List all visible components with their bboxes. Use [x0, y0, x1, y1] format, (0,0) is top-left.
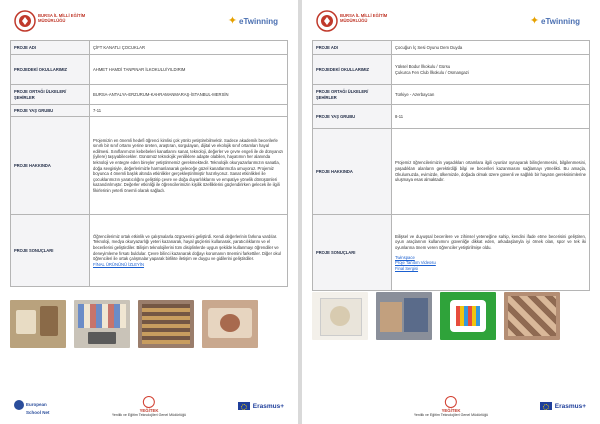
table-row [11, 105, 288, 117]
table-row [11, 85, 288, 105]
project-info-table [312, 40, 590, 291]
row-value [90, 215, 288, 287]
row-value [392, 215, 590, 291]
row-value: Projemiz öğrencilerimizin yaşadıkları ortamlara ilgili oyunlar oynayarak bilinçlenmesini, bilgilenmesini, yaşadıkları alanların gerektirdiği bilgi ve becerileri kazanmasını sağlamayı yönelikti. Bu amaçla, Okulumuzda, evimizde, ülkemizde, doğada olmak üzere güvenli ve sağlıklı bir hayatın gereksinimlerine uluşmaya esas almaktadır. [392, 129, 590, 215]
project-info-table [10, 40, 288, 287]
row-key: PROJE SONUÇLARI [313, 215, 392, 291]
table-row [11, 55, 288, 85]
table-row [313, 215, 590, 291]
row-value: Türkiye - Azerbaycan [392, 85, 590, 105]
activity-photo [440, 292, 496, 340]
project-video-link[interactable]: Proje Tanıtım Videosu [395, 260, 436, 266]
row-key: PROJE ORTAĞI ÜLKELER/ŞEHİRLER [313, 85, 392, 105]
right-page [302, 0, 600, 424]
final-product-link[interactable]: FİNAL ÜRÜNÜNÜ İZLEYİN [93, 261, 145, 267]
activity-photo [312, 292, 368, 340]
star-icon: ✦ [529, 15, 540, 27]
table-row [11, 215, 288, 287]
yegitek-mark-icon [143, 396, 155, 408]
row-value: Yüksel Bodur İlkokulu / Gürsu Çukurca Fen Club İlkokulu / Osmangazi [392, 55, 590, 85]
row-key: PROJE ADI [313, 41, 392, 55]
etwinning-logo [530, 16, 580, 26]
yegitek-mark-icon [445, 396, 457, 408]
twinspace-link[interactable]: Twinspace [395, 254, 415, 260]
meb-logo-text: BURSA İL MİLLİ EĞİTİM MÜDÜRLÜĞÜ [340, 13, 388, 23]
etwinning-logo [228, 16, 278, 26]
final-exhibition-link[interactable]: Final Sergisi [395, 265, 419, 271]
schoolnet-icon [14, 400, 24, 410]
row-key: PROJE SONUÇLARI [11, 215, 90, 287]
european-schoolnet-logo: European School Net [14, 400, 50, 415]
results-text: Öğrencilerimiz ortak etkinlik ve çalışmalarla özgüvenini geliştirdi. Kendi değerlerinin farkına vardılar. Teknoloji, medya okuryazarlığı yeteri kazanarak, hayal güçlerini kullanarak, yaratıcılıklarını ve el becerilerini geliştirdiler. Bilişim teknolojilerini tüm disiplinlerde uygun şekilde kullanmayı öğrendiler ve deneyimleme fırsatı buldular. Çevre bilinci kazanarak doğayı korumanın önemini farkettiler. Diğer okul öğrencileri ile ortak çalışmalar yaparak birlikte iletişim ve duygu ve gidilerini geliştirdiler. [93, 233, 281, 262]
row-key: PROJE HAKKINDA [11, 117, 90, 215]
table-row [313, 85, 590, 105]
row-key: PROJEDEKİ OKULLARIMIZ [11, 55, 90, 85]
activity-photo [504, 292, 560, 340]
photo-strip [312, 292, 590, 340]
page-footer [316, 396, 586, 418]
photo-strip [10, 300, 288, 348]
left-page [0, 0, 298, 424]
activity-photo [376, 292, 432, 340]
row-key: PROJE ORTAĞI ÜLKELER/ŞEHİRLER [11, 85, 90, 105]
row-value: Projemizin en önemli hedefi öğrenci kimlisi çok yönlü yetiştirebilmektir. Sadece akademik becerilerle sınırlı bir sınıf ortamı yerine üreten, araştıran, sorgulayan, dijital ve ekolojik sınıf ortamları hayal edilmesi. Sınıflarımızın kebebeleri kanatlarını sanat, teknoloji, değerler ve çevre engeli ile de dünyanızı (iyilere) taşıyabilecekler. Günümüz teknolojik yeniliklere adapte olabilen, hayatımın her alanında teknoloji ve entegre eden bireyler yetiştirmemiz gerekmektedir. Teknolojik okuryazarlarımızın sanatla, doğa sevgisiyle, değerlerimizle harmanlanarak geleceğe güzel kanatlarımızla umuyoruz. Projemiz boyunca 4 önemli başlık altında etkinlikler gerçekleştirilmiştir hazırlıyoruz. Sanat etkinlikleri ile çocuklarımızın yaratıcılığını geliştirip çevre ve doğa duyarlılıklarını ve empatiye yönelik dönüşümleri kazandırılmıştır. Değerler etkinliği ile öğrencilerimizin kişilik özelliklerini güçlendirirken gelecek ile ilgili fikirlerinin yeterli önemli olarak sağladı. [90, 117, 288, 215]
table-row [11, 117, 288, 215]
row-key: PROJE YAŞ GRUBU [313, 105, 392, 129]
eu-flag-icon [238, 402, 250, 410]
row-key: PROJE ADI [11, 41, 90, 55]
activity-photo [138, 300, 194, 348]
meb-logo-icon [14, 10, 36, 32]
row-key: PROJE YAŞ GRUBU [11, 105, 90, 117]
erasmus-logo: Erasmus+ [540, 402, 586, 410]
row-key: PROJEDEKİ OKULLARIMIZ [313, 55, 392, 85]
table-row [313, 55, 590, 85]
row-value: Çocuğun İç Sesi Oyunu Dem Duyda [392, 41, 590, 55]
erasmus-logo: Erasmus+ [238, 402, 284, 410]
eu-flag-icon [540, 402, 552, 410]
results-text: Bilişsel ve duyuşsal becerilere ve zihinsel yeteneğine sahip, kendini ifade etme becerisini geliştiren, oyun araçlarının kullanımını güvenliğe dikkat eden, arkadaşlarıyla iyi örnek olan, spor ve tek iki oyunlarına önem veren öğrenciler yetiştirilmişe oldu. [395, 233, 586, 250]
row-value: 8-11 [392, 105, 590, 129]
yegitek-logo: YEĞİTEK Yenilik ve Eğitim Teknolojileri Genel Müdürlüğü [414, 396, 488, 417]
activity-photo [10, 300, 66, 348]
yegitek-logo: YEĞİTEK Yenilik ve Eğitim Teknolojileri Genel Müdürlüğü [112, 396, 186, 417]
page-header [316, 8, 586, 34]
star-icon: ✦ [227, 15, 238, 27]
etwinning-text: eTwinning [239, 16, 278, 26]
meb-logo-icon [316, 10, 338, 32]
page-footer [14, 396, 284, 418]
activity-photo [74, 300, 130, 348]
etwinning-text: eTwinning [541, 16, 580, 26]
table-row [313, 41, 590, 55]
row-value: ÇİFT KANATLI ÇOCUKLAR [90, 41, 288, 55]
table-row [313, 129, 590, 215]
row-value: 7-11 [90, 105, 288, 117]
row-value: AHMET HAMDİ TANPINAR İLKOKULU/YILDIRIM [90, 55, 288, 85]
row-key: PROJE HAKKINDA [313, 129, 392, 215]
meb-logo-text: BURSA İL MİLLİ EĞİTİM MÜDÜRLÜĞÜ [38, 13, 86, 23]
row-value: BURSA-ANTALYA-ERZURUM-KAHRAMANMARAŞ-İSTANBUL-MERSİN [90, 85, 288, 105]
page-header [14, 8, 284, 34]
activity-photo [202, 300, 258, 348]
table-row [313, 105, 590, 129]
table-row [11, 41, 288, 55]
